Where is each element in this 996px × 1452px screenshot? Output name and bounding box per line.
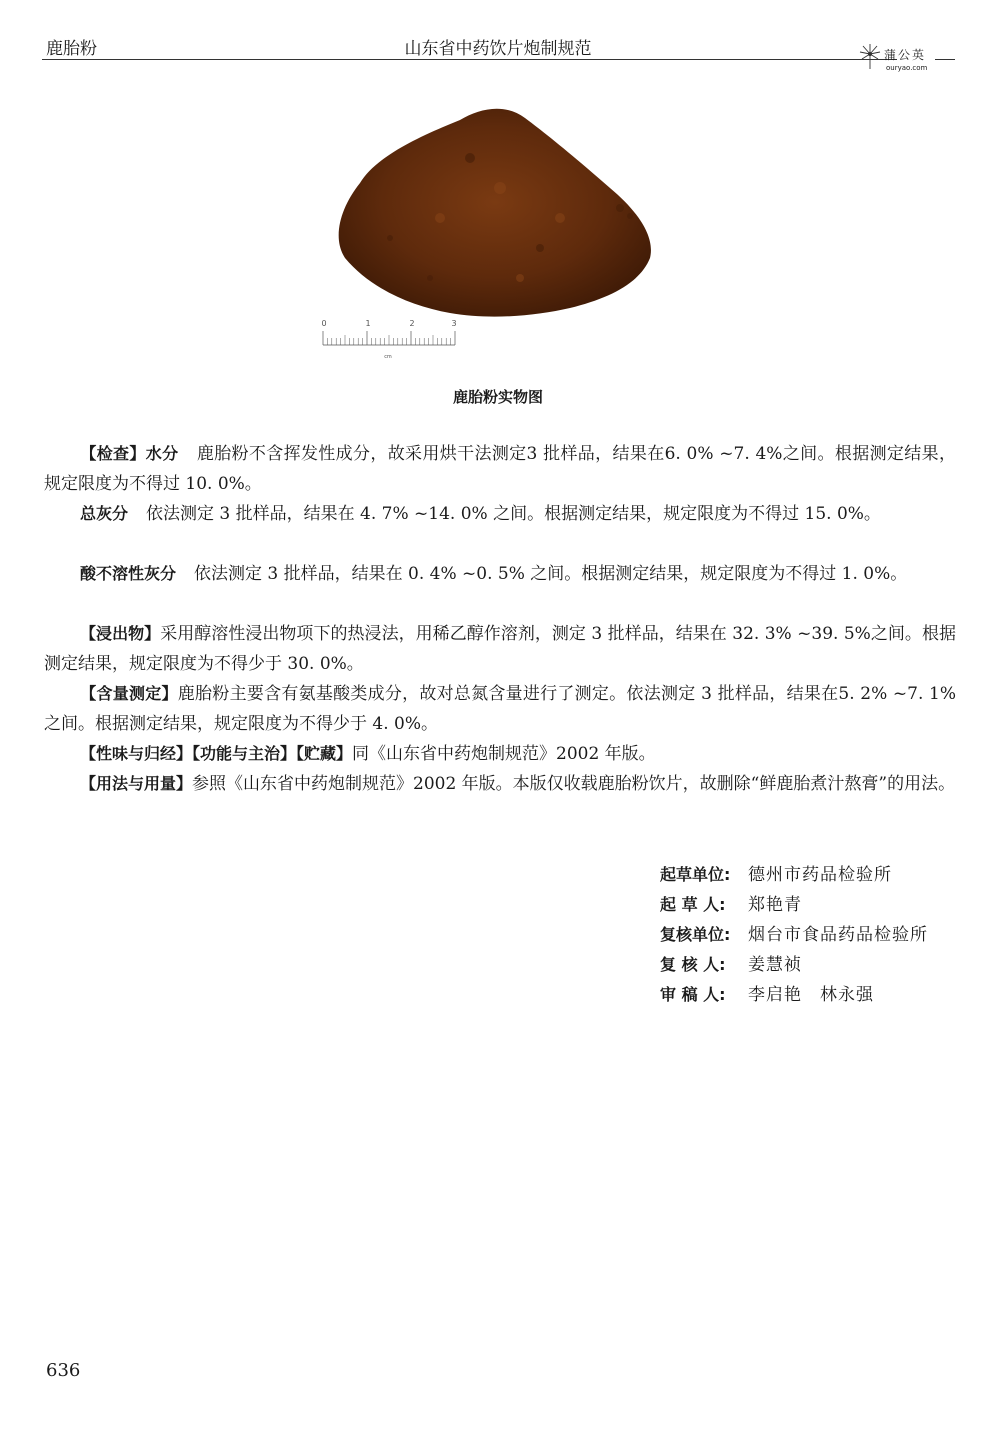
credit-value: 郑艳青: [748, 895, 802, 915]
section-label-check: 【检查】: [80, 444, 146, 463]
credit-label: 起草单位:: [660, 865, 731, 884]
moisture-text: 鹿胎粉不含挥发性成分，故采用烘干法测定3 批样品，结果在6. 0% ~7. 4%之间。根据测定结果，规定限度为不得过 10. 0%。: [44, 444, 956, 494]
running-head-title: 山东省中药饮片炮制规范: [404, 39, 592, 59]
credit-row: [660, 980, 970, 1010]
scale-label-3: 3: [451, 319, 457, 328]
section-label-usage: 【用法与用量】: [80, 774, 193, 793]
scale-unit: cm: [384, 354, 392, 360]
scale-label-2: 2: [409, 319, 415, 328]
credit-label: 审 稿 人:: [660, 985, 726, 1004]
logo-brand-text: 蒲公英: [884, 48, 927, 62]
item-label-acid-ash: 酸不溶性灰分: [80, 564, 177, 583]
paragraph-total-ash: [44, 499, 956, 529]
paragraph-assay: [44, 679, 956, 739]
credit-row: [660, 860, 970, 890]
header-rule: [42, 59, 897, 60]
powder-heap: [339, 109, 651, 317]
credit-value: 姜慧祯: [748, 955, 802, 975]
scale-label-0: 0: [321, 319, 327, 328]
extract-text: 采用醇溶性浸出物项下的热浸法，用稀乙醇作溶剂，测定 3 批样品，结果在 32. 3% ~39. 5%之间。根据测定结果，规定限度为不得少于 30. 0%。: [44, 624, 956, 674]
logo-sub-text: ouryao.com: [886, 64, 928, 72]
product-photo: [320, 98, 675, 368]
credits-block: [660, 860, 970, 1010]
scale-label-1: 1: [365, 319, 371, 328]
credit-value: 德州市药品检验所: [748, 865, 892, 885]
properties-text: 同《山东省中药炮制规范》2002 年版。: [352, 744, 656, 764]
credit-row: [660, 890, 970, 920]
section-label-extract: 【浸出物】: [80, 624, 161, 643]
total-ash-text: 依法测定 3 批样品，结果在 4. 7% ~14. 0% 之间。根据测定结果，规定限度为不得过 15. 0%。: [146, 504, 881, 524]
credit-label: 复 核 人:: [660, 955, 726, 974]
item-label-moisture: 水分: [145, 444, 179, 463]
item-label-total-ash: 总灰分: [80, 504, 129, 523]
paragraph-acid-ash: [44, 559, 956, 589]
page-number: 636: [46, 1360, 81, 1381]
running-head-left: 鹿胎粉: [46, 39, 97, 59]
section-label-assay: 【含量测定】: [80, 684, 178, 703]
assay-text: 鹿胎粉主要含有氨基酸类成分，故对总氮含量进行了测定。依法测定 3 批样品，结果在5. 2% ~7. 1%之间。根据测定结果，规定限度为不得少于 4. 0%。: [44, 684, 956, 734]
credit-row: [660, 920, 970, 950]
credit-label: 起 草 人:: [660, 895, 726, 914]
publisher-logo: [858, 42, 938, 76]
paragraph-moisture: [44, 439, 956, 499]
paragraph-usage: [44, 769, 956, 799]
dandelion-icon: [858, 42, 882, 70]
figure-caption: 鹿胎粉实物图: [452, 388, 543, 406]
paragraph-extract: [44, 619, 956, 679]
acid-ash-text: 依法测定 3 批样品，结果在 0. 4% ~0. 5% 之间。根据测定结果，规定限度为不得过 1. 0%。: [194, 564, 908, 584]
header-rule-end: [935, 59, 955, 60]
paragraph-properties: [44, 739, 956, 769]
credit-value: 烟台市食品药品检验所: [748, 925, 928, 945]
section-label-properties: 【性味与归经】【功能与主治】【贮藏】: [80, 744, 353, 763]
credit-row: [660, 950, 970, 980]
credit-value: 李启艳 林永强: [748, 985, 874, 1005]
scale-ruler: [323, 331, 455, 345]
usage-text: 参照《山东省中药炮制规范》2002 年版。本版仅收载鹿胎粉饮片，故删除“鲜鹿胎煮汁熬膏”的用法。: [192, 774, 956, 794]
credit-label: 复核单位:: [660, 925, 731, 944]
